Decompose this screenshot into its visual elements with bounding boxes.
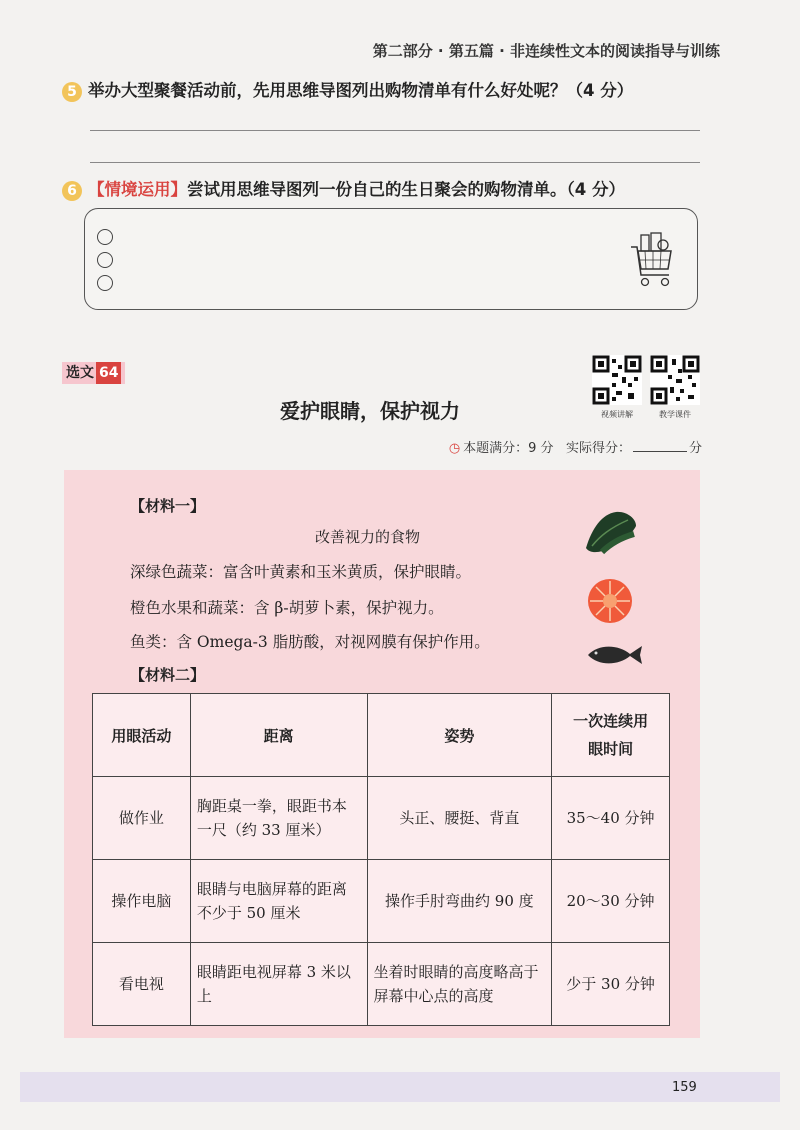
score-blank[interactable] xyxy=(633,440,687,452)
page-number: 159 xyxy=(672,1080,697,1095)
actual-score-label: 实际得分： xyxy=(565,441,631,456)
table-cell: 眼睛与电脑屏幕的距离不少于 50 厘米 xyxy=(190,860,367,943)
food-line: 橙色水果和蔬菜：含 β-胡萝卜素，保护视力。 xyxy=(130,599,444,617)
mindmap-node-circle[interactable] xyxy=(97,275,113,291)
question-number-badge: 6 xyxy=(62,181,82,201)
question-5-text: 举办大型聚餐活动前，先用思维导图列出购物清单有什么好处呢？（4 分） xyxy=(88,81,634,100)
vegetable-image xyxy=(582,508,640,558)
table-cell: 看电视 xyxy=(93,943,191,1026)
table-cell: 做作业 xyxy=(93,777,191,860)
score-unit: 分 xyxy=(688,441,702,456)
qr-label: 视频讲解 xyxy=(601,410,633,419)
table-cell: 眼睛距电视屏幕 3 米以上 xyxy=(190,943,367,1026)
material-1-heading: 【材料一】 xyxy=(130,497,206,515)
section-label: 选文 xyxy=(66,365,94,381)
section-number: 64 xyxy=(96,362,121,384)
table-row xyxy=(93,777,670,860)
table-cell: 胸距桌一拳，眼距书本一尺（约 33 厘米） xyxy=(190,777,367,860)
column-header: 一次连续用眼时间 xyxy=(552,694,670,777)
column-header: 姿势 xyxy=(367,694,552,777)
score-line xyxy=(449,437,702,456)
answer-line[interactable] xyxy=(90,130,700,131)
full-score: 本题满分：9 分 xyxy=(463,441,554,456)
running-header: 第二部分 · 第五篇 · 非连续性文本的阅读指导与训练 xyxy=(372,42,720,60)
question-tag: 【情境运用】 xyxy=(88,180,187,199)
food-line: 深绿色蔬菜：富含叶黄素和玉米黄质，保护眼睛。 xyxy=(130,563,472,581)
question-5 xyxy=(62,77,633,102)
mindmap-node-circle[interactable] xyxy=(97,229,113,245)
footer-band xyxy=(20,1072,780,1102)
mindmap-node-circle[interactable] xyxy=(97,252,113,268)
food-line: 鱼类：含 Omega-3 脂肪酸，对视网膜有保护作用。 xyxy=(130,633,490,651)
shopping-cart-icon xyxy=(629,231,675,291)
table-cell: 坐着时眼睛的高度略高于屏幕中心点的高度 xyxy=(367,943,552,1026)
table-row xyxy=(93,860,670,943)
column-header: 距离 xyxy=(190,694,367,777)
table-cell: 操作电脑 xyxy=(93,860,191,943)
material-2-heading: 【材料二】 xyxy=(130,666,206,684)
table-cell: 头正、腰挺、背直 xyxy=(367,777,552,860)
fish-image xyxy=(584,642,644,668)
eye-usage-table xyxy=(92,693,670,1026)
table-cell: 操作手肘弯曲约 90 度 xyxy=(367,860,552,943)
table-cell: 35～40 分钟 xyxy=(552,777,670,860)
orange-image xyxy=(585,576,635,626)
section-tag xyxy=(62,362,125,384)
question-number-badge: 5 xyxy=(62,82,82,102)
column-header: 用眼活动 xyxy=(93,694,191,777)
question-6 xyxy=(62,176,625,201)
passage-title: 爱护眼睛，保护视力 xyxy=(280,399,460,423)
table-cell: 少于 30 分钟 xyxy=(552,943,670,1026)
food-list-title: 改善视力的食物 xyxy=(315,528,421,546)
question-6-text: 尝试用思维导图列一份自己的生日聚会的购物清单。（4 分） xyxy=(187,180,625,199)
table-cell: 20～30 分钟 xyxy=(552,860,670,943)
mindmap-answer-box[interactable] xyxy=(84,208,698,310)
clock-icon: ◷ xyxy=(448,441,461,456)
answer-line[interactable] xyxy=(90,162,700,163)
table-header-row xyxy=(93,694,670,777)
qr-label: 教学课件 xyxy=(659,410,691,419)
table-row xyxy=(93,943,670,1026)
